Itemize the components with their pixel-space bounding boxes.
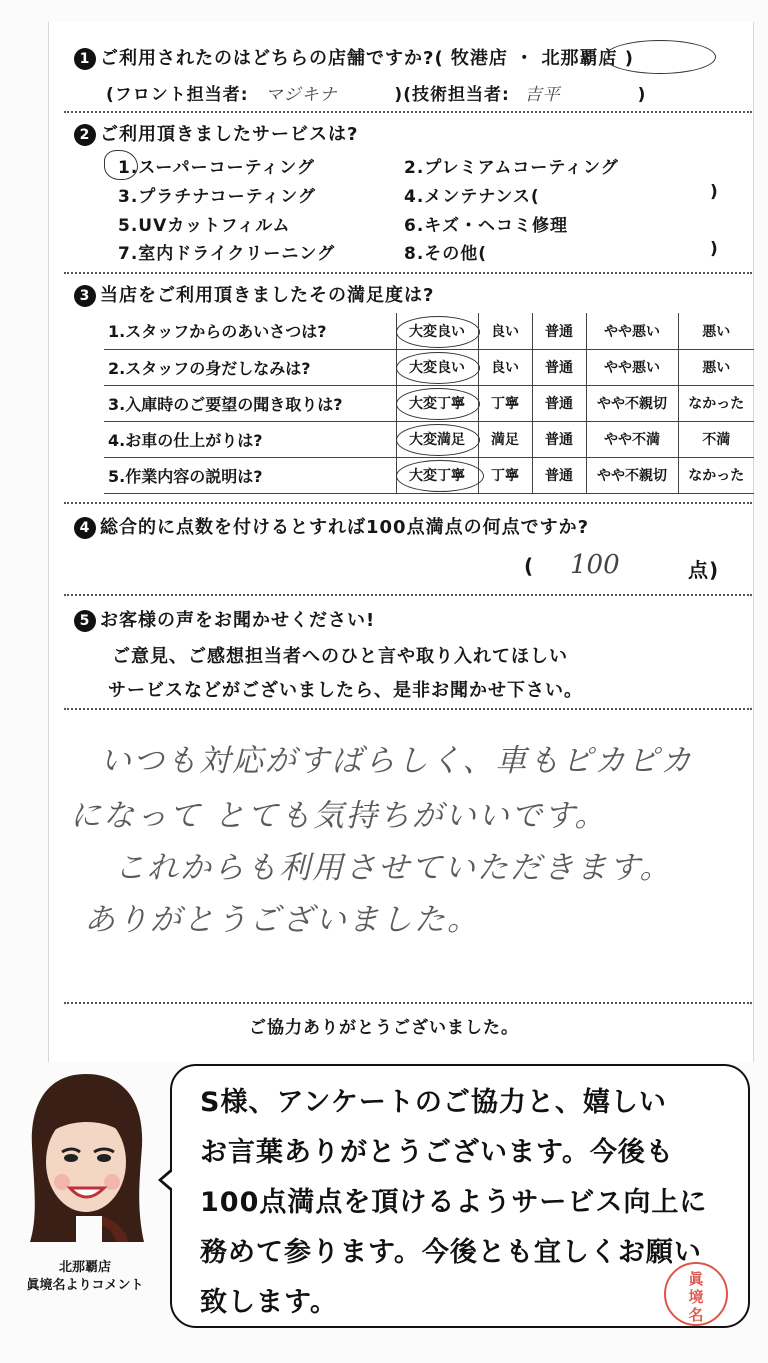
reply-line-2: お言葉ありがとうございます。今後も (200, 1137, 674, 1168)
divider (64, 1002, 752, 1004)
customer-comment-line-2: になって とても気持ちがいいです。 (70, 798, 608, 834)
question-text: 総合的に点数を付けるとすれば100点満点の何点ですか? (100, 517, 590, 538)
stamp-char: 名 (688, 1306, 704, 1324)
row-item: 5.作業内容の説明は? (104, 457, 396, 493)
service-4: 4.メンテナンス( (404, 187, 540, 207)
question-number: 2 (74, 124, 96, 146)
option-cell: やや不満 (586, 421, 678, 457)
customer-comment-line-4: ありがとうございました。 (84, 902, 480, 938)
question-text: ご利用されたのはどちらの店舗ですか?( 牧港店 ・ 北那覇店 ) (100, 48, 634, 69)
bubble-tail-inner (162, 1170, 174, 1190)
question-3 (74, 281, 434, 307)
answer-circle (396, 424, 480, 456)
divider (64, 502, 752, 504)
front-value: マジキナ (265, 85, 338, 105)
row-item: 2.スタッフの身だしなみは? (104, 349, 396, 385)
stamp-char: 眞 (688, 1270, 704, 1288)
score-open: ( (524, 554, 535, 578)
staff-line (106, 80, 646, 105)
option-cell: 大変満足 (396, 421, 478, 457)
answer-circle (396, 352, 480, 384)
question-1 (74, 44, 634, 70)
answer-circle (604, 40, 716, 74)
option-cell: 悪い (678, 349, 754, 385)
option-cell: 大変良い (396, 313, 478, 349)
option-cell: 普通 (532, 421, 586, 457)
option-cell: 悪い (678, 313, 754, 349)
thanks-footer: ご協力ありがとうございました。 (249, 1018, 519, 1038)
service-7: 7.室内ドライクリーニング (118, 244, 336, 264)
reply-line-4: 務めて参ります。今後とも宜しくお願い (200, 1237, 702, 1268)
score-value: 100 (570, 550, 620, 580)
row-item: 4.お車の仕上がりは? (104, 421, 396, 457)
option-cell: 大変良い (396, 349, 478, 385)
service-3: 3.プラチナコーティング (118, 187, 316, 207)
divider (64, 111, 752, 113)
customer-comment-line-3: これからも利用させていただきます。 (114, 850, 673, 886)
option-cell: なかった (678, 385, 754, 421)
service-5: 5.UVカットフィルム (118, 216, 291, 236)
row-item: 1.スタッフからのあいさつは? (104, 313, 396, 349)
service-2: 2.プレミアムコーティング (404, 158, 619, 178)
option-cell: 大変丁寧 (396, 385, 478, 421)
staff-reply-bubble (170, 1064, 750, 1328)
option-cell: 大変丁寧 (396, 457, 478, 493)
service-1: 1.スーパーコーティング (118, 158, 315, 178)
question-2 (74, 120, 358, 146)
question-text: お客様の声をお聞かせください! (100, 610, 376, 631)
row-item: 3.入庫時のご要望の聞き取りは? (104, 385, 396, 421)
service-6: 6.キズ・ヘコミ修理 (404, 216, 568, 236)
answer-circle (396, 316, 480, 348)
divider (64, 708, 752, 710)
service-8: 8.その他( (404, 244, 488, 264)
question-4 (74, 513, 589, 539)
answer-circle (396, 388, 480, 420)
option-cell: 普通 (532, 457, 586, 493)
stamp-char: 境 (688, 1288, 704, 1306)
option-cell: やや不親切 (586, 457, 678, 493)
reply-line-1: S様、アンケートのご協力と、嬉しい (200, 1087, 667, 1118)
staff-store: 北那覇店 (58, 1260, 111, 1275)
divider (64, 272, 752, 274)
option-cell: 普通 (532, 313, 586, 349)
option-cell: 丁寧 (478, 457, 532, 493)
option-cell: やや不親切 (586, 385, 678, 421)
question-5-sub2: サービスなどがございましたら、是非お聞かせ下さい。 (108, 680, 583, 701)
reply-line-5: 致します。 (200, 1287, 338, 1318)
reply-line-3: 100点満点を頂けるようサービス向上に (200, 1187, 708, 1218)
option-cell: 良い (478, 349, 532, 385)
tech-close: ) (637, 85, 647, 105)
staff-avatar (16, 1066, 156, 1246)
question-number: 3 (74, 285, 96, 307)
tech-label: )(技術担当者: (394, 85, 510, 105)
option-cell: 普通 (532, 349, 586, 385)
question-5-sub1: ご意見、ご感想担当者へのひと言や取り入れてほしい (112, 646, 568, 667)
question-5 (74, 606, 375, 632)
tech-value: 吉平 (524, 85, 561, 105)
staff-comment-by: 眞境名よりコメント (26, 1278, 144, 1293)
question-number: 1 (74, 48, 96, 70)
score-unit: 点) (688, 558, 720, 582)
customer-comment-line-1: いつも対応がすばらしく、車もピカピカ (100, 743, 694, 779)
question-text: ご利用頂きましたサービスは? (100, 124, 359, 145)
name-stamp (664, 1262, 728, 1326)
question-number: 5 (74, 610, 96, 632)
answer-circle (396, 460, 484, 492)
answer-check (104, 150, 138, 180)
option-cell: なかった (678, 457, 754, 493)
option-cell: やや悪い (586, 313, 678, 349)
option-cell: 丁寧 (478, 385, 532, 421)
option-cell: 不満 (678, 421, 754, 457)
service-8-close: ) (710, 239, 719, 259)
service-4-close: ) (710, 182, 719, 202)
option-cell: やや悪い (586, 349, 678, 385)
front-label: (フロント担当者: (106, 85, 249, 105)
option-cell: 良い (478, 313, 532, 349)
option-cell: 満足 (478, 421, 532, 457)
option-cell: 普通 (532, 385, 586, 421)
question-text: 当店をご利用頂きましたその満足度は? (100, 285, 435, 306)
question-number: 4 (74, 517, 96, 539)
divider (64, 594, 752, 596)
